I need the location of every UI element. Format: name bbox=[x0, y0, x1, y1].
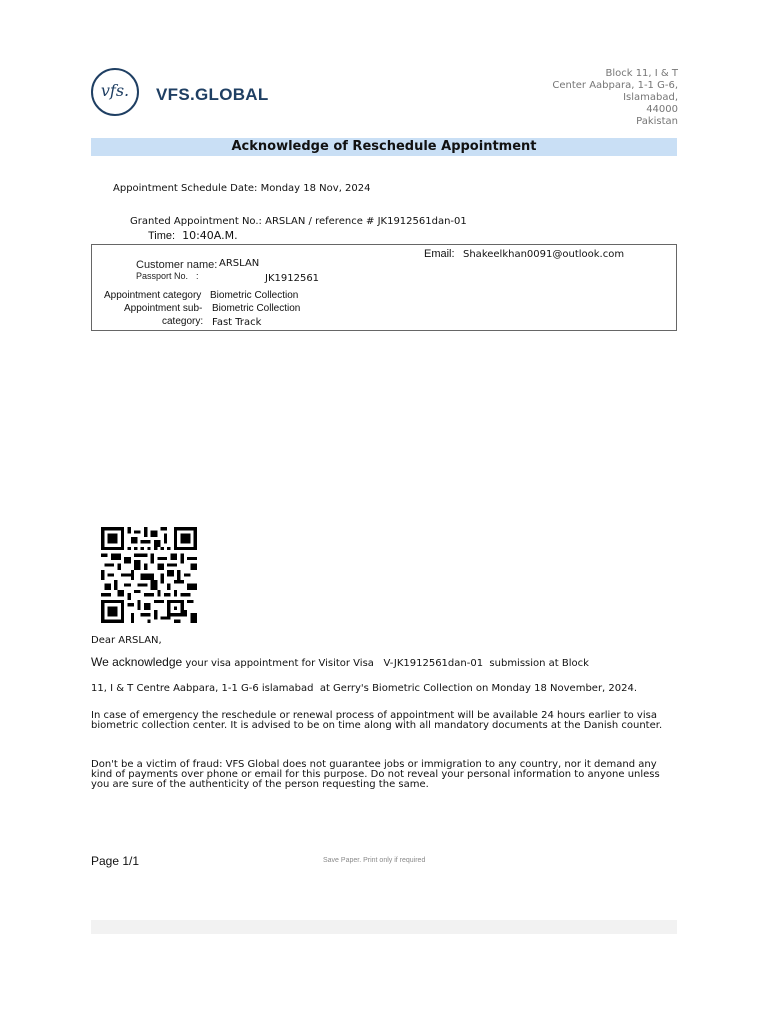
fraud-warning: Don't be a victim of fraud: VFS Global does not guarantee jobs or immigration to any country, nor it demand any kind of payments over phone or email for this purpose. Do not reveal your personal information to anyone unless you are sure of the authenticity of the person requesting the same. bbox=[91, 759, 660, 790]
acknowledgement-lead: We acknowledge bbox=[91, 655, 183, 669]
logo-text: VFS.GLOBAL bbox=[156, 85, 269, 104]
granted-appointment-value: ARSLAN / reference # JK1912561dan-01 bbox=[265, 216, 467, 227]
email-value: Shakeelkhan0091@outlook.com bbox=[463, 249, 625, 260]
schedule-date-label: Appointment Schedule Date: bbox=[113, 183, 258, 194]
time-value: 10:40A.M. bbox=[182, 229, 238, 242]
address-line: Block 11, I & T bbox=[605, 68, 678, 79]
subcategory-value: Biometric Collection bbox=[212, 303, 301, 314]
time-label: Time: bbox=[148, 230, 176, 242]
address-line: Pakistan bbox=[636, 116, 678, 127]
vfs-global-logo bbox=[91, 68, 271, 122]
document-title: Acknowledge of Reschedule Appointment bbox=[91, 138, 677, 156]
footer-bar bbox=[91, 920, 677, 934]
office-address bbox=[552, 68, 678, 128]
granted-appointment-label: Granted Appointment No.: bbox=[130, 216, 262, 227]
passport-label: Passport No. bbox=[136, 271, 189, 281]
logo-mark: vfs. bbox=[100, 81, 130, 100]
page-number: Page 1/1 bbox=[91, 854, 140, 868]
email-label: Email: bbox=[424, 248, 455, 260]
subcategory-label-cont: category: bbox=[162, 316, 204, 327]
schedule-date-line bbox=[113, 183, 371, 194]
customer-name-value: ARSLAN bbox=[219, 258, 260, 269]
category-label: Appointment category bbox=[104, 290, 202, 301]
qr-code-icon bbox=[101, 527, 197, 623]
save-paper-note: Save Paper. Print only if required bbox=[323, 857, 426, 864]
greeting: Dear ARSLAN, bbox=[91, 635, 162, 646]
location-line: 11, I & T Centre Aabpara, 1-1 G-6 islamabad at Gerry's Biometric Collection on Monday 18 November, 2024. bbox=[91, 683, 638, 694]
category-value: Biometric Collection bbox=[210, 290, 299, 301]
schedule-date-value: Monday 18 Nov, 2024 bbox=[260, 183, 371, 194]
passport-colon: : bbox=[196, 271, 199, 281]
address-line: 44000 bbox=[646, 104, 678, 115]
subcategory-value-cont: Fast Track bbox=[212, 317, 262, 328]
subcategory-label: Appointment sub- bbox=[124, 303, 203, 314]
passport-value: JK1912561 bbox=[265, 273, 320, 284]
acknowledgement-text: your visa appointment for Visitor Visa V-JK1912561dan-01 submission at Block bbox=[182, 658, 589, 669]
emergency-notice: In case of emergency the reschedule or renewal process of appointment will be available 24 hours earlier to visa biometric collection center. It is advised to be on time along with all mandatory documents at the Danish counter. bbox=[91, 710, 663, 731]
appointment-time-line bbox=[148, 229, 238, 242]
address-line: Center Aabpara, 1-1 G-6, bbox=[552, 80, 678, 91]
customer-name-label: Customer name: bbox=[136, 259, 218, 271]
granted-appointment-line bbox=[130, 216, 467, 227]
address-line: Islamabad, bbox=[623, 92, 678, 103]
acknowledgement-line bbox=[91, 655, 589, 669]
